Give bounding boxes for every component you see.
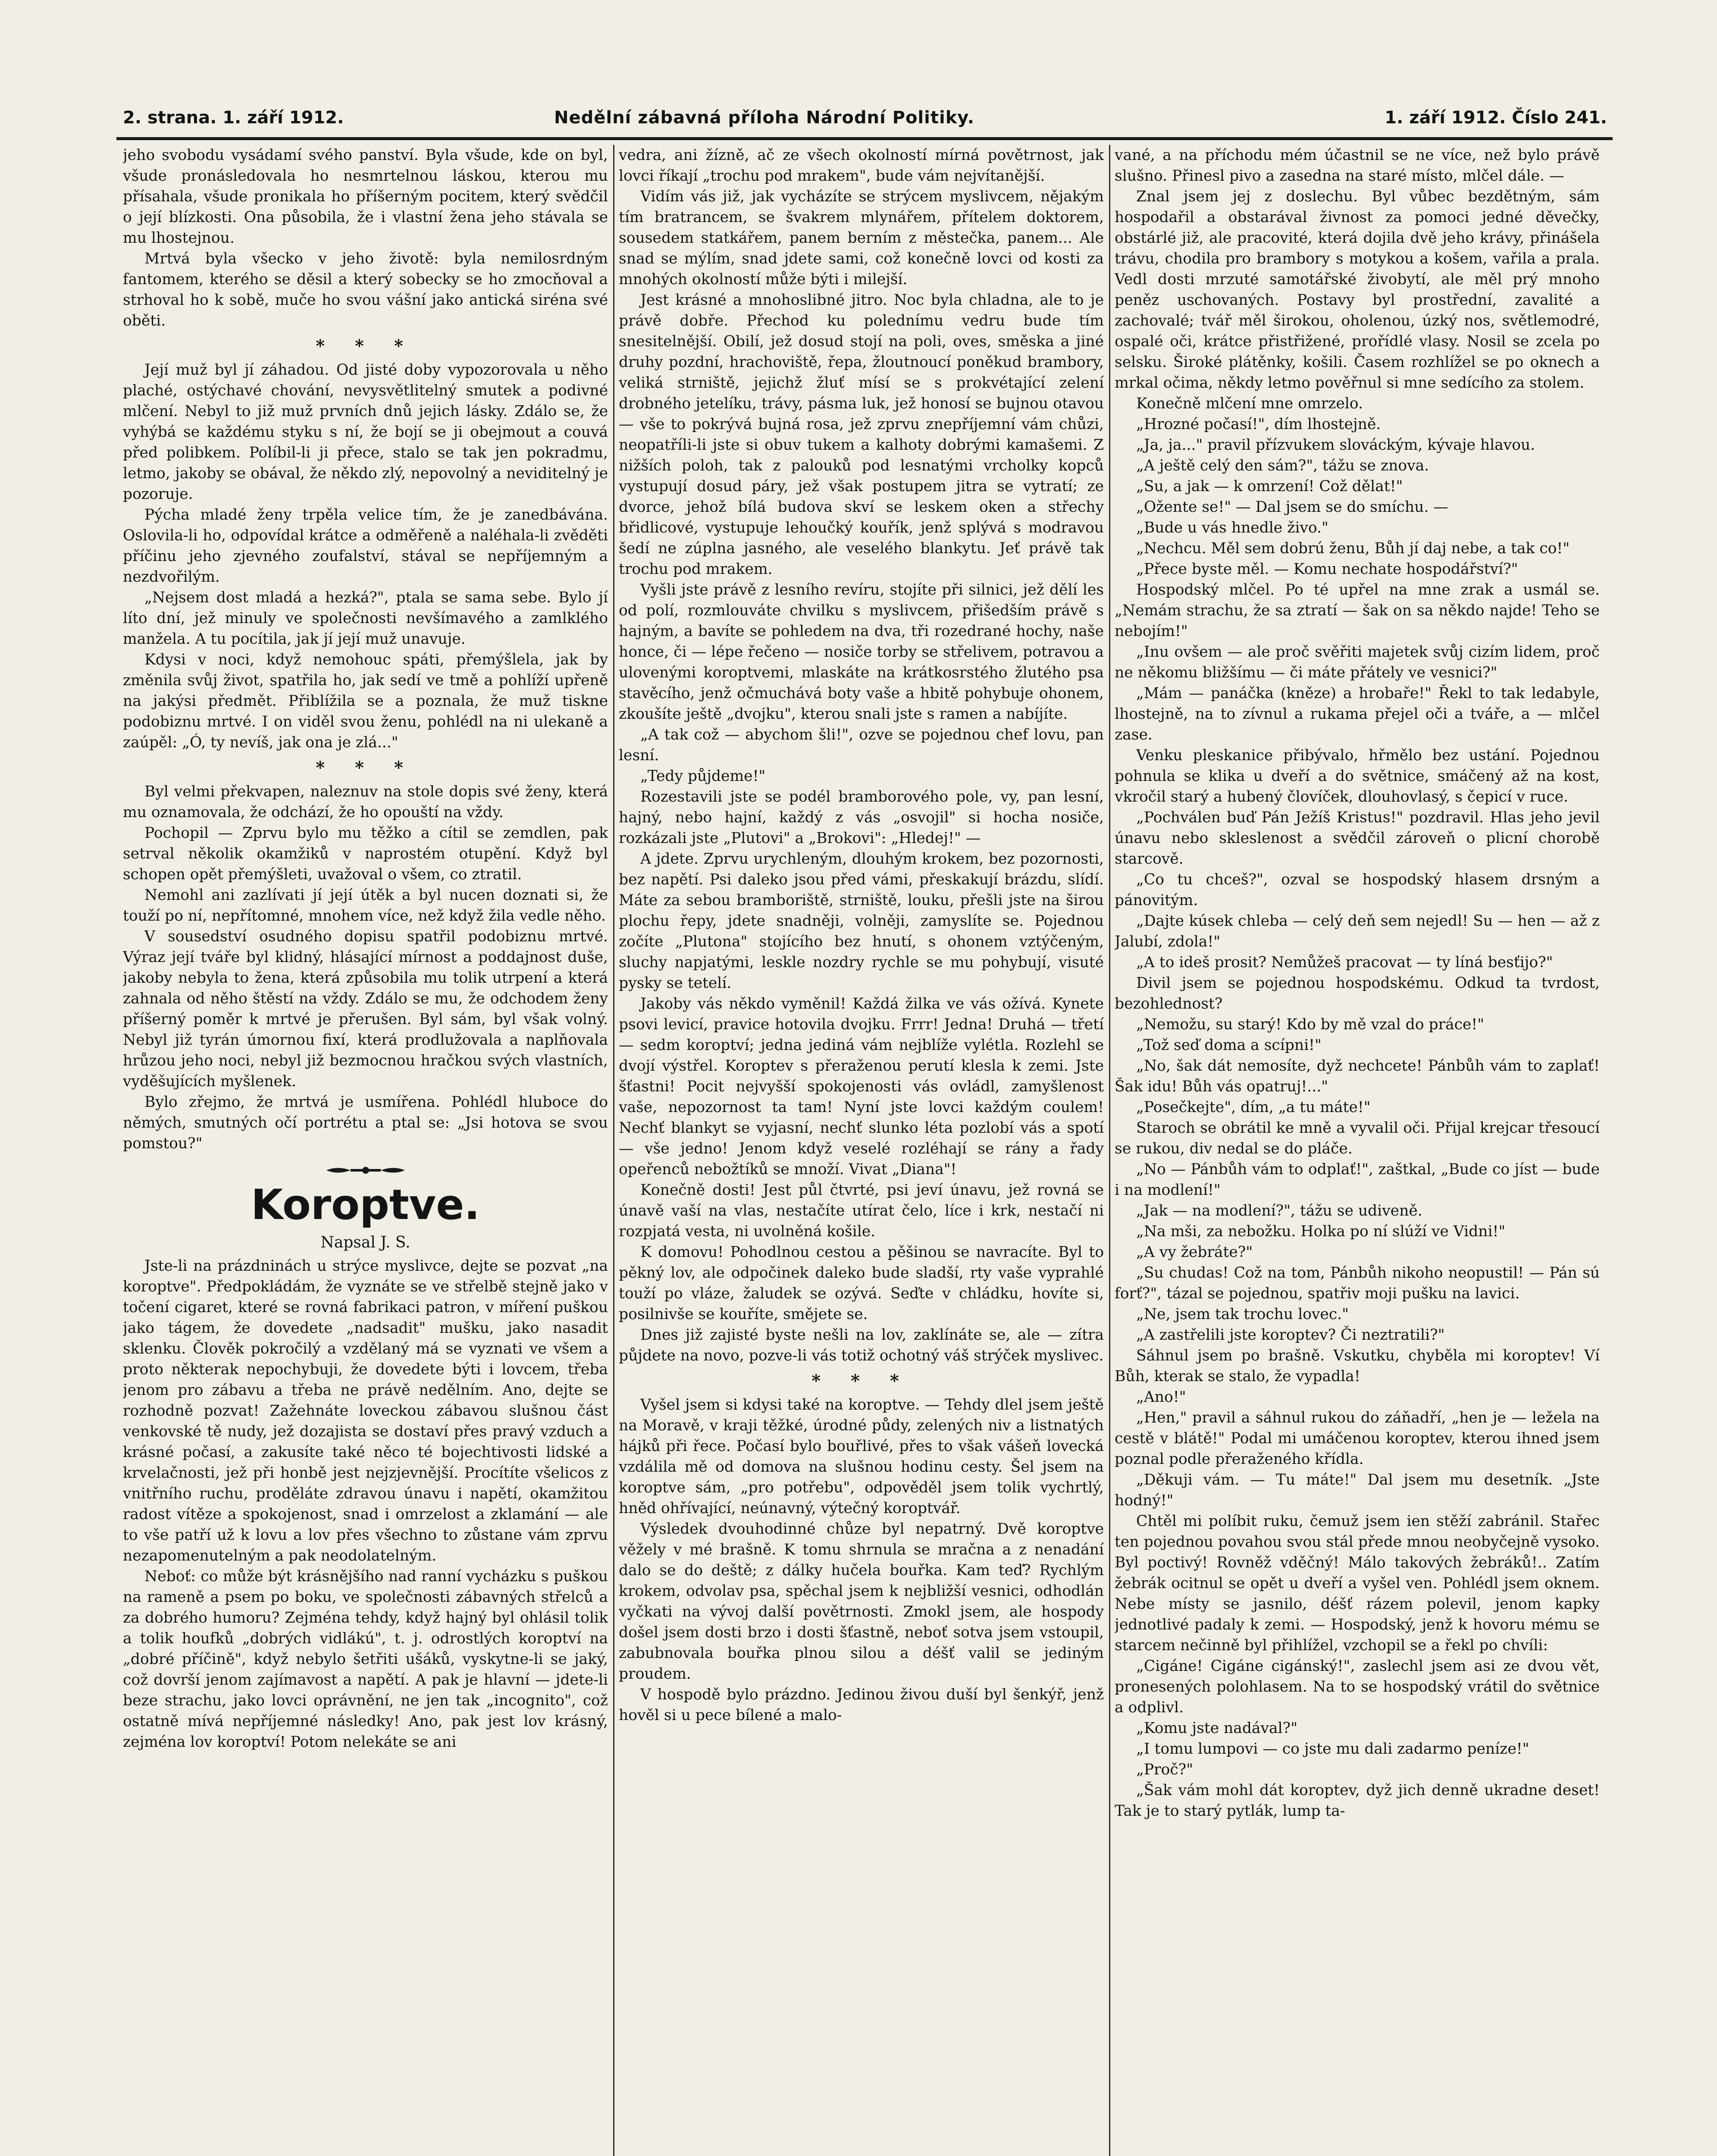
paragraph: „Bude u vás hnedle živo." — [1136, 519, 1328, 536]
section-separator: * * * — [316, 336, 415, 356]
paragraph: A jdete. Zprvu urychleným, dlouhým krokem, bez pozornosti, bez napětí. Psi daleko jsou před vámi, přeskakují brázdu, slídí. Máte za sebou bramboriště, strniště, louku, přešli jste na širou plochu řepy, jdete snadněji, volněji, zamyslíte se. Pojednou zočíte „Plutona" stojícího bez hnutí, s ohonem vztýčeným, sluchy napjatými, leskle nozdry rychle se mu pohybují, visuté pysky se tetelí. — [619, 850, 1104, 992]
paragraph: „Dajte kúsek chleba — celý deň sem nejedl! Su — hen — až z Jalubí, zdola!" — [1115, 912, 1600, 950]
text-column-1 — [123, 145, 608, 2156]
decorative-ornament-icon — [123, 1161, 608, 1172]
paragraph: Nemohl ani zazlívati jí její útěk a byl nucen doznati si, že touží po ní, nepřítomné, mnohem více, než když žila vedle něho. — [123, 887, 608, 924]
paragraph: V hospodě bylo prázdno. Jedinou živou duší byl šenkýř, jenž hověl si u pece bílené a malo- — [619, 1686, 1104, 1724]
article-byline: Napsal J. S. — [320, 1234, 410, 1251]
paragraph: „Nemožu, su starý! Kdo by mě vzal do práce!" — [1136, 1016, 1485, 1033]
paragraph: Kdysi v noci, když nemohouc spáti, přemýšlela, jak by změnila svůj život, spatřila ho, jak sedí ve tmě a pohlíží upřeně na jakýsi předmět. Přiblížila se a poznala, že muž tiskne podobiznu mrtvé. I on viděl svou ženu, pohlédl na ni ulekaně a zaúpěl: „Ó, ty nevíš, jak ona je zlá..." — [123, 651, 608, 751]
paragraph: Venku pleskanice přibývalo, hřmělo bez ustání. Pojednou pohnula se klika u dveří a do světnice, smáčený až na kost, vkročil starý a hubený človíček, dlouhovlasý, s čepicí v ruce. — [1115, 747, 1600, 805]
paragraph: „Co tu chceš?", ozval se hospodský hlasem drsným a pánovitým. — [1115, 871, 1600, 909]
section-separator: * * * — [812, 1371, 911, 1391]
header-date-issue: 1. září 1912. Číslo 241. — [1385, 108, 1607, 128]
paragraph: Hospodský mlčel. Po té upřel na mne zrak a usmál se. „Nemám strachu, že sa ztratí — šak on sa někdo najde! Teho se nebojím!" — [1115, 581, 1600, 640]
paragraph: Pýcha mladé ženy trpěla velice tím, že je zanedbávána. Oslovila-li ho, odpovídal krátce a odměřeně a naléhala-li zvěděti příčinu jeho zjevného zoufalství, stával se nepříjemným a nezdvořilým. — [123, 506, 608, 586]
paragraph: „Proč?" — [1136, 1761, 1194, 1778]
paragraph: „Přece byste měl. — Komu nechate hospodářství?" — [1136, 561, 1518, 578]
paragraph: „Ano!" — [1136, 1388, 1186, 1406]
paragraph: „Tedy půjdeme!" — [640, 768, 766, 785]
paragraph: Její muž byl jí záhadou. Od jisté doby vypozorovala u něho plaché, ostýchavé chování, nevysvětlitelný smutek a podivné mlčení. Nebyl to již muž prvních dnů jejich lásky. Zdálo se, že vyhýbá se každému styku s ní, že bojí se ji obejmout a couvá před polibkem. Políbil-li ji přece, stalo se tak jen pokradmu, letmo, jakoby se obával, že někdo zlý, nepovolný a neviditelný je pozoruje. — [123, 361, 608, 503]
text-column-2 — [619, 145, 1104, 2156]
paragraph: „Na mši, za nebožku. Holka po ní slúží ve Vidni!" — [1136, 1223, 1506, 1240]
section-separator: * * * — [316, 758, 415, 778]
paragraph: „Komu jste nadával?" — [1136, 1720, 1297, 1737]
paragraph: vané, a na příchodu mém účastnil se ne více, než bylo právě slušno. Přinesl pivo a zasedna na staré místo, mlčel dále. — — [1115, 147, 1600, 185]
paragraph: Rozestavili jste se podél bramborového pole, vy, pan lesní, hajný, nebo hajní, každý z vás „osvojil" si hocha nosiče, rozkázali jste „Plutovi" a „Brokovi": „Hledej!" — — [619, 788, 1104, 847]
paragraph: „A vy žebráte?" — [1136, 1244, 1253, 1261]
header-publication-title: Nedělní zábavná příloha Národní Politiky. — [554, 108, 974, 128]
paragraph: jeho svobodu vysádamí svého panství. Byla všude, kde on byl, všude pronásledovala ho nesmrtelnou láskou, kterou mu přísahala, všude pronikala ho příšerným pocitem, který svědčil o její blízkosti. Ona působila, že i vlastní žena jeho stávala se mu lhostejnou. — [123, 147, 608, 247]
paragraph: Bylo zřejmo, že mrtvá je usmířena. Pohlédl hluboce do němých, smutných očí portrétu a ptal se: „Jsi hotova se svou pomstou?" — [123, 1094, 608, 1152]
paragraph: „A tak což — abychom šli!", ozve se pojednou chef lovu, pan lesní. — [619, 726, 1104, 764]
paragraph: Sáhnul jsem po brašně. Vskutku, chyběla mi koroptev! Ví Bůh, kterak se stalo, že vypadla! — [1115, 1347, 1600, 1385]
paragraph: Vyšli jste právě z lesního revíru, stojíte při silnici, jež dělí les od polí, rozmlouváte chvilku s myslivcem, přišedším právě s hajným, a bavíte se pohledem na dva, tři rozedrané hochy, naše honce, či — lépe řečeno — nosiče torby se střelivem, potravou a ulovenými koroptvemi, mlaskáte na krátkosrstého žlutého psa stavěcího, jenž očmuchává boty vaše a hbitě pohybuje ohonem, zkoušíte ještě „dvojku", kterou snali jste s ramen a nabíjíte. — [619, 581, 1104, 723]
paragraph: Vyšel jsem si kdysi také na koroptve. — Tehdy dlel jsem ještě na Moravě, v kraji těžké, úrodné půdy, zelených niv a listnatých hájků při řece. Počasí bylo bouřlivé, přes to však vášeň lovecká vzdálila mě od domova na slušnou hodinu cesty. Šel jsem na koroptve sám, „pro potřebu", odpověděl jsem tolik vychrtlý, hněd ohřívající, neúnavný, výtečný koroptvář. — [619, 1396, 1104, 1517]
paragraph: „Posečkejte", dím, „a tu máte!" — [1136, 1099, 1371, 1116]
paragraph: „Su chudas! Což na tom, Pánbůh nikoho neopustil! — Pán sú forť?", tázal se pojednou, spatřiv moji pušku na lavici. — [1115, 1264, 1600, 1302]
paragraph: Pochopil — Zprvu bylo mu těžko a cítil se zemdlen, pak setrval několik okamžiků v naprostém otupění. Když byl schopen opět přemýšleti, uvažoval o všem, co ztratil. — [123, 824, 608, 883]
paragraph: „No — Pánbůh vám to odplať!", zaštkal, „Bude co jíst — bude i na modlení!" — [1115, 1161, 1600, 1199]
paragraph: K domovu! Pohodlnou cestou a pěšinou se navracíte. Byl to pěkný lov, ale odpočinek daleko bude sladší, rty vaše vyprahlé touží po vláze, žaludek se ozývá. Seďte v chládku, hovíte si, posilnivše se kouříte, smějete se. — [619, 1244, 1104, 1323]
paragraph: „Jak — na modlení?", tážu se udiveně. — [1136, 1202, 1422, 1219]
paragraph: Konečně mlčení mne omrzelo. — [1136, 395, 1363, 412]
paragraph: „A zastřelili jste koroptev? Či neztratili?" — [1136, 1326, 1445, 1344]
paragraph: Jste-li na prázdninách u strýce myslivce, dejte se pozvat „na koroptve". Předpokládám, že vyznáte se ve střelbě stejně jako v točení cigaret, které se rovná fabrikaci patron, v míření puškou jako tágem, že dovedete „nadsadit" mušku, jako nasadit sklenku. Člověk pokročilý a vzdělaný má se vyznati ve všem a proto některak nepochybuji, že dovedete býti i lovcem, třeba jenom pro zábavu a třeba ne právě nedělním. Ano, dejte se rozhodně pozvat! Zažehnáte loveckou zábavou slušnou část venkovské tě nudy, jež dozajista se dostaví přes pravý vzduch a krásné počasí, a zakusíte také něco té bojechtivosti lidské a krvelačnosti, jež při honbě jest nejzjevnější. Procítíte všelicos z vnitřního ruchu, proděláte zdravou únavu i napětí, okamžitou radost vítěze a spokojenost, snad i omrzelost a zklamání — ale to vše patří už k lovu a lov přes všechno to zůstane vám zprvu nezapomenutelným a pak neodolatelným. — [123, 1257, 608, 1564]
paragraph: Mrtvá byla všecko v jeho životě: byla nemilosrdným fantomem, kterého se děsil a který sobecky se ho zmocňoval a strhoval ho k sobě, muče ho svou vášní jako antická siréna své oběti. — [123, 250, 608, 329]
paragraph: „Pochválen buď Pán Ježíš Kristus!" pozdravil. Hlas jeho jevil únavu nebo skleslenost a svědčil zároveň o plicní chorobě starcově. — [1115, 809, 1600, 868]
paragraph: „Hrozné počasí!", dím lhostejně. — [1136, 416, 1381, 433]
paragraph: „Ožente se!" — Dal jsem se do smíchu. — — [1136, 498, 1448, 516]
paragraph: „Ne, jsem tak trochu lovec." — [1136, 1306, 1349, 1323]
paragraph: Jest krásné a mnohoslibné jitro. Noc byla chladna, ale to je právě dobře. Přechod ku polednímu vedru bude tím snesitelnější. Obilí, jež dosud stojí na poli, oves, směska a jiné druhy pozdní, hrachoviště, řepa, žloutnoucí poněkud brambory, veliká strniště, jejichž žluť mísí se s prokvétající zelení drobného jetelíku, trávy, pásma luk, jež honosí se bujnou otavou — vše to pokrývá bujná rosa, jež zprvu znepříjemní vám chůzi, neopatříli-li jste si obuv tukem a kalhoty dobrými kamašemi. Z nižších poloh, tak z palouků pod lesnatými vrcholky kopců vystupují dosud páry, jež však postupem jitra se vytratí; ze dvorce, jehož bílá budova skví se leskem oken a střechy břidlicové, vystupuje lehoučký kouřík, jenž splývá s modravou šedí ne zúplna jasného, ale veselého blankytu. Jeť právě tak trochu pod mrakem. — [619, 291, 1104, 578]
paragraph: „Cigáne! Cigáne cigánský!", zaslechl jsem asi ze dvou vět, pronesených polohlasem. Na to se hospodský vrátil do světnice a odplivl. — [1115, 1658, 1600, 1716]
paragraph: „Tož seď doma a scípni!" — [1136, 1037, 1322, 1054]
paragraph: „Nechcu. Měl sem dobrú ženu, Bůh jí daj nebe, a tak co!" — [1136, 540, 1570, 557]
paragraph: „Mám — panáčka (kněze) a hrobaře!" Řekl to tak ledabyle, lhostejně, na to zívnul a rukama přejel oči a tváře, a — mlčel zase. — [1115, 685, 1600, 743]
paragraph: „I tomu lumpovi — co jste mu dali zadarmo peníze!" — [1136, 1740, 1529, 1758]
paragraph: „Nejsem dost mladá a hezká?", ptala se sama sebe. Bylo jí líto dní, jež minuly ve společnosti nevšímavého a zamlklého manžela. A tu pocítila, jak jí její muž unavuje. — [123, 589, 608, 648]
paragraph: Znal jsem jej z doslechu. Byl vůbec bezdětným, sám hospodařil a obstarával živnost za pomoci jedné děvečky, obstárlé již, ale pracovité, která dojila dvě jeho krávy, přinášela trávu, chodila pro brambory s motykou a košem, vařila a prala. Vedl dosti mrzuté samotářské živobytí, ale měl prý mnoho peněz uschovaných. Postavy byl prostřední, zavalité a zachovalé; tvář měl širokou, oholenou, úzký nos, světlemodré, ospalé oči, krátce přistřižené, prořídlé vlasy. Nosil se zcela po selsku. Široké plátěnky, košili. Časem rozhlížel se po oknech a mrkal očima, někdy letmo pověřnul si mne sedícího za stolem. — [1115, 188, 1600, 392]
paragraph: „No, šak dát nemosíte, dyž nechcete! Pánbůh vám to zaplať! Šak idu! Bůh vás opatruj!..." — [1115, 1057, 1600, 1095]
header-rule — [116, 137, 1613, 140]
paragraph: Konečně dosti! Jest půl čtvrté, psi jeví únavu, jež rovná se únavě vaší na vlas, nestačíte utírat čelo, líce i krk, nestačí ni rozpjatá vesta, ni uvolněná košile. — [619, 1181, 1104, 1240]
paragraph: Neboť: co může být krásnějšího nad ranní vycházku s puškou na rameně a psem po boku, ve společnosti zábavných střelců a za dobrého humoru? Zejména tehdy, když hajný byl ohlásil tolik a tolik houfků „dobrých vidlákú", t. j. odrostlých koroptví na „dobré příčině", když nebylo šetřiti ušáků, vyskytne-li se jaký, což dovrší jenom zajímavost a napětí. A pak je hlavní — jdete-li beze strachu, jako lovci oprávnění, ne jen tak „incognito", což ostatně mívá nepříjemné následky! Ano, pak jest lov krásný, zejména lov koroptví! Potom nelekáte se ani — [123, 1568, 608, 1751]
text-column-3 — [1115, 145, 1600, 2156]
paragraph: „Inu ovšem — ale proč svěřiti majetek svůj cizím lidem, proč ne někomu bližšímu — či máte přátely ve vesnici?" — [1115, 643, 1600, 681]
column-divider — [613, 145, 614, 2156]
paragraph: „Su, a jak — k omrzení! Což dělat!" — [1136, 478, 1403, 495]
column-divider — [1109, 145, 1110, 2156]
article-title: Koroptve. — [251, 1181, 480, 1229]
header-page-date: 2. strana. 1. září 1912. — [123, 108, 344, 128]
paragraph: Vidím vás již, jak vycházíte se strýcem myslivcem, nějakým tím bratrancem, se švakrem mlynářem, přítelem doktorem, sousedem statkářem, panem berním z městečka, panem... Ale snad se mýlím, snad jdete sami, což konečně lovci od kosti za mnohých okolností může býti i milejší. — [619, 188, 1104, 288]
paragraph: „A to ideš prosit? Nemůžeš pracovat — ty líná besťijo?" — [1136, 954, 1553, 971]
paragraph: V sousedství osudného dopisu spatřil podobiznu mrtvé. Výraz její tváře byl klidný, hlásající mírnost a poddajnost duše, jakoby nebyla to žena, která způsobila mu tolik utrpení a která zahnala od něho štěstí na vždy. Zdálo se mu, že odchodem ženy příšerný poměr k mrtvé je přerušen. Byl sám, byl však volný. Nebyl již tyrán úmornou fixí, která prodlužovala a naplňovala hrůzou jeho noci, nebyl již bezmocnou hračkou svých vlastních, vyděšujících myšlenek. — [123, 928, 608, 1090]
paragraph: vedra, ani žízně, ač ze všech okolností mírná povětrnost, jak lovci říkají „trochu pod mrakem", bude vám nejvítanější. — [619, 147, 1104, 185]
page-header — [119, 103, 1611, 133]
paragraph: Výsledek dvouhodinné chůze byl nepatrný. Dvě koroptve věžely v mé brašně. K tomu shrnula se mračna a z nenadání dalo se do deště; z dálky hučela bouřka. Kam teď? Rychlým krokem, odvolav psa, spěchal jsem k nejbližší vesnici, odhodlán vyčkati na vývoj další povětrnosti. Zmokl jsem, ale hospody došel jsem dosti brzo i dosti šťastně, neboť sotva jsem vstoupil, zabubnovala bouřka plnou silou a déšť valil se jediným proudem. — [619, 1520, 1104, 1683]
paragraph: Divil jsem se pojednou hospodskému. Odkud ta tvrdost, bezohlednost? — [1115, 975, 1600, 1012]
paragraph: „Hen," pravil a sáhnul rukou do záňadří, „hen je — ležela na cestě v blátě!" Podal mi umáčenou koroptev, kterou ihned jsem poznal podle přeraženého křídla. — [1115, 1409, 1600, 1468]
paragraph: Jakoby vás někdo vyměnil! Každá žilka ve vás ožívá. Kynete psovi levicí, pravice hotovila dvojku. Frrr! Jedna! Druhá — třetí — sedm koroptví; jedna jediná vám nejblíže vylétla. Rozlehl se dvojí výstřel. Koroptev s přeraženou perutí klesla k zemi. Jste šťastni! Pocit nejvyšší spokojenosti vás ovládl, zamyšlenost vaše, nepozornost ta tam! Nyní jste lovci každým coulem! Nechť blankyt se vyjasní, nechť slunko léta pozlobí vás a spotí — vše jedno! Jenom když veselé rozléhají se rány a řady opeřenců nebožtíků se množí. Vivat „Diana"! — [619, 995, 1104, 1178]
paragraph: „A ještě celý den sám?", tážu se znova. — [1136, 457, 1429, 474]
paragraph: Dnes již zajisté byste nešli na lov, zaklínáte se, ale — zítra půjdete na novo, pozve-li vás totiž ochotný váš strýček myslivec. — [619, 1326, 1104, 1364]
paragraph: „Šak vám mohl dát koroptev, dyž jich denně ukradne deset! Tak je to starý pytlák, lump ta- — [1115, 1782, 1600, 1820]
paragraph: „Děkuji vám. — Tu máte!" Dal jsem mu desetník. „Jste hodný!" — [1115, 1471, 1600, 1509]
paragraph: Byl velmi překvapen, naleznuv na stole dopis své ženy, která mu oznamovala, že odchází, že ho opouští na vždy. — [123, 783, 608, 821]
paragraph: „Ja, ja..." pravil přízvukem slováckým, kývaje hlavou. — [1136, 436, 1535, 454]
paragraph: Staroch se obrátil ke mně a vyvalil oči. Přijal krejcar třesoucí se rukou, div nedal se do pláče. — [1115, 1119, 1600, 1157]
paragraph: Chtěl mi políbit ruku, čemuž jsem ien stěží zabránil. Stařec ten pojednou povahou svou stál přede mnou neobyčejně vysoko. Byl poctivý! Rovněž vděčný! Málo takových žebráků!.. Zatím žebrák ocitnul se opět u dveří a vyšel ven. Pohlédl jsem oknem. Nebe místy se jasnilo, déšť rázem polevil, jenom kapky jednotlivé padaly k zemi. — Hospodský, jenž k hovoru mému se starcem nečinně byl přihlížel, vzchopil se a řekl po chvíli: — [1115, 1513, 1600, 1654]
